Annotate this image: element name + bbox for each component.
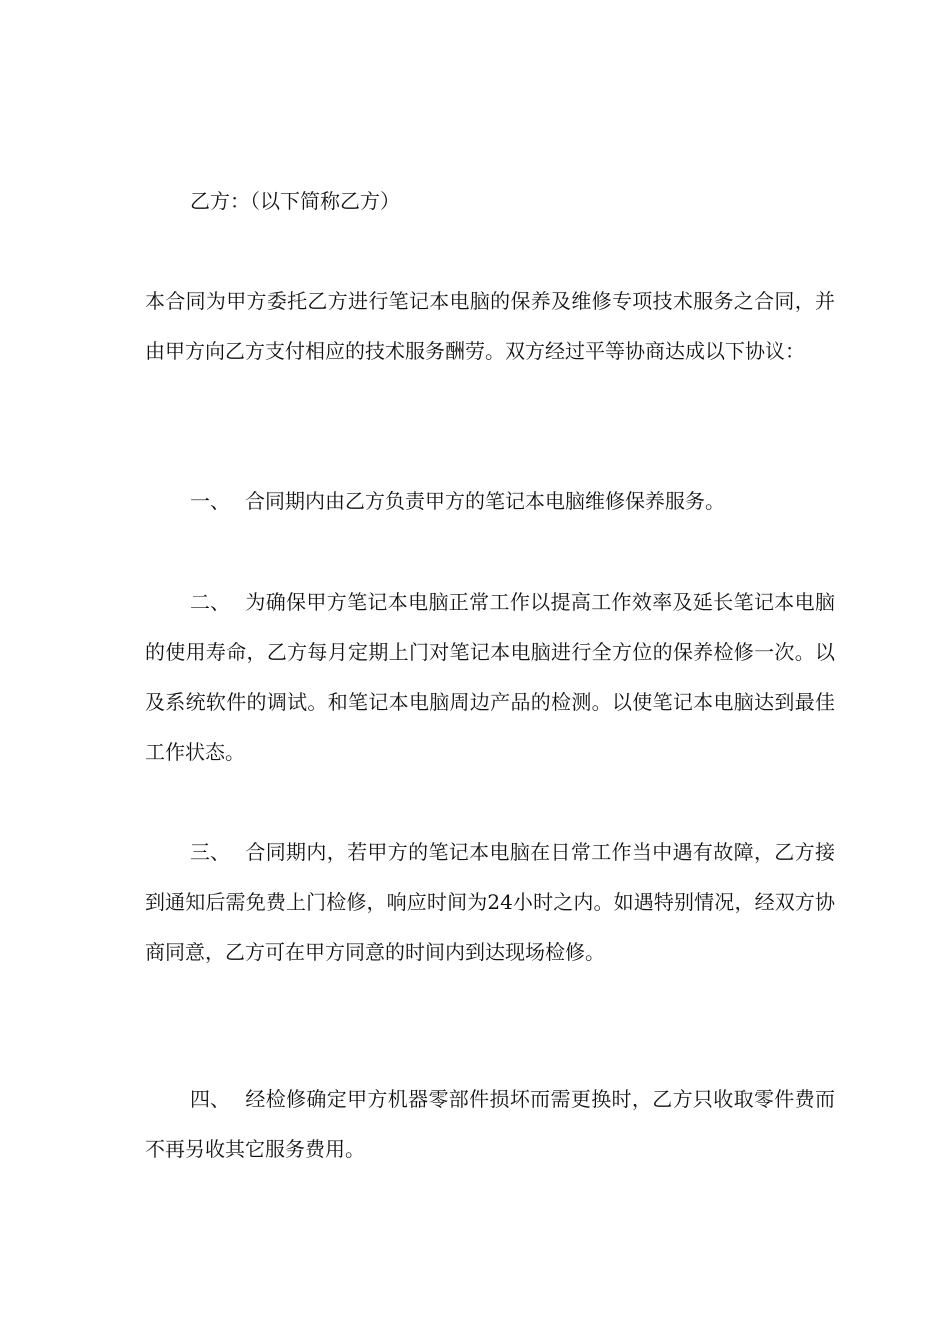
clause-2-text: 为确保甲方笔记本电脑正常工作以提高工作效率及延长笔记本电脑的使用寿命，乙方每月定期上门对笔记本电脑进行全方位的保养检修一次。以及系统软件的调试。和笔记本电脑周边产品的检测。以使笔记本电脑达到最佳工作状态。	[145, 590, 835, 764]
clause-3	[145, 827, 835, 977]
clause-2	[145, 577, 835, 777]
clause-1-text: 合同期内由乙方负责甲方的笔记本电脑维修保养服务。	[245, 489, 725, 513]
party-b-line: 乙方：（以下简称乙方）	[190, 189, 400, 213]
clause-2-number: 二、	[190, 590, 230, 614]
clause-3-number: 三、	[190, 840, 230, 864]
clause-4	[145, 1074, 835, 1174]
clause-4-number: 四、	[190, 1087, 230, 1111]
clause-1	[145, 476, 835, 526]
clause-3-text: 合同期内，若甲方的笔记本电脑在日常工作当中遇有故障，乙方接到通知后需免费上门检修，响应时间为24小时之内。如遇特别情况，经双方协商同意，乙方可在甲方同意的时间内到达现场检修。	[145, 840, 835, 964]
clause-4-text: 经检修确定甲方机器零部件损坏而需更换时，乙方只收取零件费而不再另收其它服务费用。	[145, 1087, 835, 1161]
intro-paragraph: 本合同为甲方委托乙方进行笔记本电脑的保养及维修专项技术服务之合同，并由甲方向乙方支付相应的技术服务酬劳。双方经过平等协商达成以下协议：	[145, 289, 835, 363]
clause-1-number: 一、	[190, 489, 230, 513]
